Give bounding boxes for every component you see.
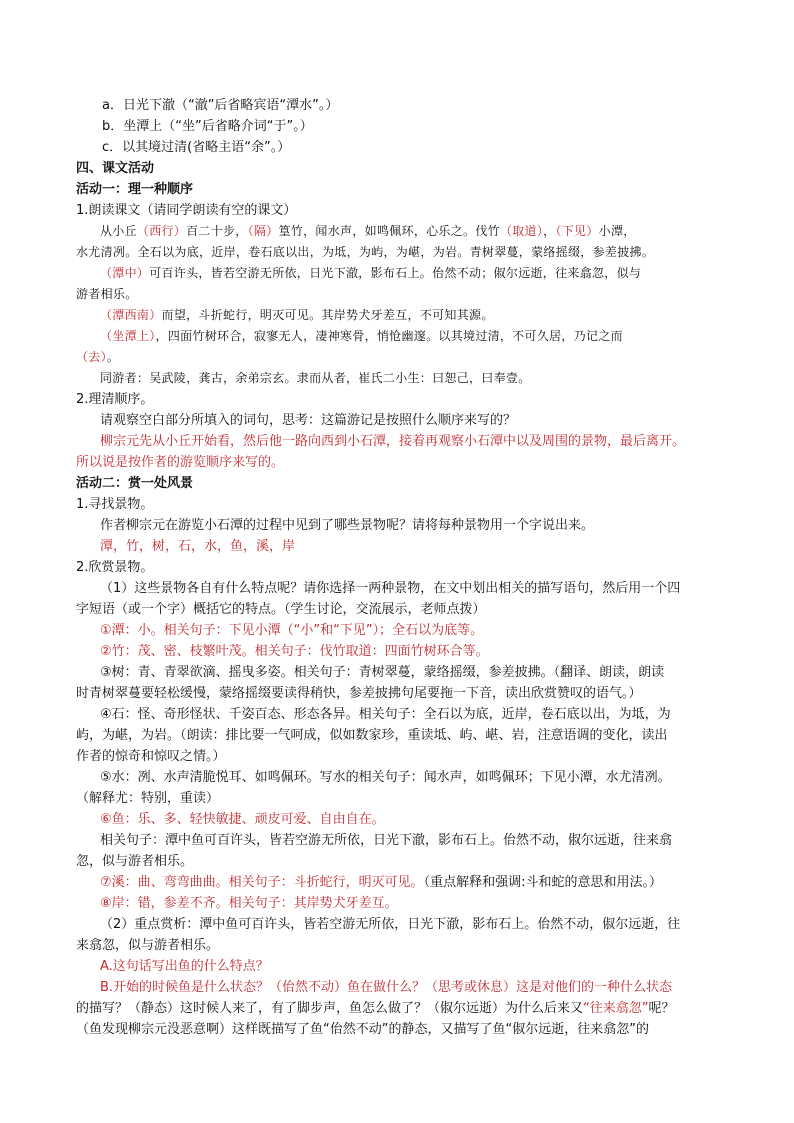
text-paragraph-1-cont: 水尤清冽。全石以为底，近岸，卷石底以出，为坻，为屿，为嵁，为岩。青树翠蔓，蒙络摇缀，参差披拂。 [76,245,655,259]
activity1-answer: 柳宗元先从小丘开始看，然后他一路向西到小石潭，接着再观察小石潭中以及周围的景物，最后离开。 [100,434,686,449]
question-2b-cont2: （鱼发现柳宗元没恶意啊）这样既描写了鱼“佁然不动”的静态，又描写了鱼“俶尔远逝，往来翕忽”的 [76,1022,649,1037]
scene-item-yu: ⑥鱼：乐、多、轻快敏捷、顽皮可爱、自由自在。 [100,812,385,827]
activity2-step2: 2.欣赏景物。 [76,560,154,575]
scene-item-tan: ①潭：小。相关句子：下见小潭（“小”和“下见”）；全石以为底等。 [100,623,484,638]
omission-note-c: c．以其境过清(省略主语“余”。） [102,140,291,155]
activity1-answer-cont: 所以说是按作者的游览顺序来写的。 [76,455,285,470]
text-paragraph-1: 从小丘（西行）百二十步，（隔）篁竹，闻水声，如鸣佩环，心乐之。伐竹（取道），（下见）小潭， [100,224,636,238]
text-paragraph-2-cont: 游者相乐。 [76,287,138,301]
scene-item-yu-sentence: 相关句子：潭中鱼可百许头，皆若空游无所依，日光下澈，影布石上。佁然不动，俶尔远逝，往来翕 [100,833,673,848]
activity1-step2: 2.理清顺序。 [76,392,154,407]
activity2-answer: 潭，竹，树，石，水，鱼，溪，岸 [100,539,296,554]
omission-note-b: b．坐潭上（“坐”后省略介词“于”。） [102,119,313,134]
omission-note-a: a．日光下澈（“澈”后省略宾语“潭水”。） [102,98,339,113]
scene-item-shi-cont: 屿，为嵁，为岩。（朗读：排比要一气呵成，似如数家珍，重读坻、屿、嵁、岩，注意语调的变化，读出 [76,728,668,743]
scene-item-zhu: ②竹：茂、密、枝繁叶茂。相关句子：伐竹取道：四面竹树环合等。 [100,644,489,659]
question-2: （2）重点赏析：潭中鱼可百许头，皆若空游无所依，日光下澈，影布石上。佁然不动，俶尔远逝，往 [100,917,681,932]
question-2b-cont: 的描写？（静态）这时候人来了，有了脚步声，鱼怎么做了？（俶尔远逝）为什么后来又“往来翕忽”呢？ [76,1001,675,1016]
scene-item-yu-sentence-cont: 忽，似与游者相乐。 [76,854,194,869]
section-title: 四、课文活动 [76,161,155,176]
text-paragraph-5: 同游者：吴武陵，龚古，余弟宗玄。隶而从者，崔氏二小生：曰恕己，曰奉壹。 [100,371,531,385]
activity2-title: 活动二：赏一处风景 [76,476,194,491]
scene-item-shu: ③树：青、青翠欲滴、摇曳多姿。相关句子：青树翠蔓，蒙络摇缀，参差披拂。（翻译、朗读，朗读 [100,665,665,680]
scene-item-shui: ⑤水：冽、水声清脆悦耳、如鸣佩环。写水的相关句子：闻水声，如鸣佩环；下见小潭，水尤清冽。 [100,770,671,785]
scene-item-shu-cont: 时青树翠蔓要轻松缓慢，蒙络摇缀要读得稍快，参差披拂句尾要拖一下音，读出欣赏赞叹的语气。） [76,686,642,701]
question-2-cont: 来翕忽，似与游者相乐。 [76,938,220,953]
scene-item-shui-cont: （解释尤：特别，重读） [76,791,220,806]
scene-item-xi: ⑦溪：曲、弯弯曲曲。相关句子：斗折蛇行，明灭可见。（重点解释和强调:斗和蛇的意思和用法。） [100,875,663,890]
scene-item-shi: ④石：怪、奇形怪状、千姿百态、形态各异。相关句子：全石以为底，近岸，卷石底以出，为坻，为 [100,707,671,722]
activity1-step1: 1.朗读课文（请同学朗读有空的课文） [76,203,297,218]
text-paragraph-2: （潭中）可百许头，皆若空游无所依，日光下澈，影布石上。佁然不动；俶尔远逝，往来翕忽，似与 [100,266,642,280]
question-1-cont: 字短语（或一个字）概括它的特点。（学生讨论，交流展示，老师点拨） [76,602,486,617]
question-2b: B.开始的时候鱼是什么状态？（佁然不动）鱼在做什么？（思考或休息）这是对他们的一种什么状态 [100,980,673,995]
activity1-question: 请观察空白部分所填入的词句，思考：这篇游记是按照什么顺序来写的？ [100,413,517,428]
question-1: （1）这些景物各自有什么特点呢？请你选择一两种景物，在文中划出相关的描写语句，然后用一个四 [100,581,681,596]
activity2-step1: 1.寻找景物。 [76,497,154,512]
question-2a: A.这句话写出鱼的什么特点？ [100,959,269,974]
scene-item-an: ⑧岸：错，参差不齐。相关句子：其岸势犬牙差互。 [100,896,398,911]
text-paragraph-3: （潭西南）而望，斗折蛇行，明灭可见。其岸势犬牙差互，不可知其源。 [100,308,494,322]
scene-item-shi-cont2: 作者的惊奇和惊叹之情。） [76,749,226,764]
activity1-title: 活动一：理一种顺序 [76,182,194,197]
activity2-question: 作者柳宗元在游览小石潭的过程中见到了哪些景物呢？请将每种景物用一个字说出来。 [100,518,595,533]
text-paragraph-4-cont: （去）。 [76,350,120,364]
text-paragraph-4: （坐潭上），四面竹树环合，寂寥无人，凄神寒骨，悄怆幽邃。以其境过清，不可久居，乃记之而 [100,329,623,343]
